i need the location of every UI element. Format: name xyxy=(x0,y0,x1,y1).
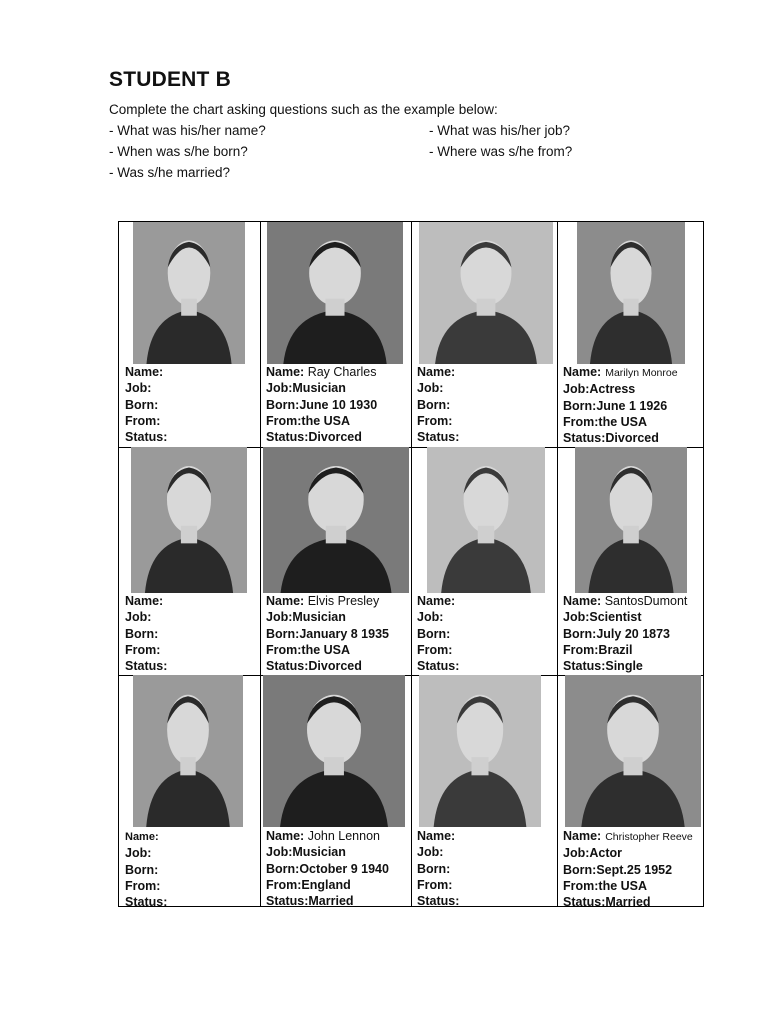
person-info xyxy=(125,364,167,445)
person-info xyxy=(417,593,459,674)
person-job-line xyxy=(125,380,167,396)
question-born: - When was s/he born? xyxy=(109,144,248,159)
person-name-label: Name: xyxy=(125,365,164,379)
person-name-value: Marilyn Monroe xyxy=(605,367,678,379)
person-from-line xyxy=(417,413,459,429)
person-born-line xyxy=(125,626,167,642)
person-job-line xyxy=(417,844,459,860)
question-name: - What was his/her name? xyxy=(109,123,266,138)
person-info xyxy=(125,593,167,674)
person-name-line xyxy=(125,593,167,609)
person-job-line xyxy=(266,380,377,396)
person-card xyxy=(260,675,411,908)
person-info xyxy=(266,593,389,674)
person-status-line xyxy=(417,658,459,674)
person-status-value: Married xyxy=(605,895,651,910)
person-from-label: From: xyxy=(125,413,161,428)
person-status-label: Status: xyxy=(563,895,606,910)
person-born-line xyxy=(266,626,389,642)
person-from-label: From: xyxy=(266,642,302,657)
person-job-label: Job: xyxy=(266,381,293,396)
person-born-line xyxy=(266,397,377,413)
person-name-line xyxy=(563,593,687,609)
person-job-line xyxy=(125,609,167,625)
person-status-label: Status: xyxy=(266,894,309,909)
person-name-line xyxy=(417,364,459,380)
person-name-value: John Lennon xyxy=(307,829,380,843)
person-job-label: Job: xyxy=(563,846,590,861)
person-job-line xyxy=(563,381,678,397)
person-born-line xyxy=(266,861,389,877)
person-born-line xyxy=(563,398,678,414)
person-from-line xyxy=(417,642,459,658)
person-name-value: Elvis Presley xyxy=(307,594,380,608)
person-name-line xyxy=(125,828,167,845)
person-born-line xyxy=(417,861,459,877)
person-job-label: Job: xyxy=(125,846,152,861)
person-card xyxy=(557,675,705,908)
person-name-label: Name: xyxy=(417,365,456,379)
person-job-label: Job: xyxy=(125,610,152,625)
person-card xyxy=(557,222,705,447)
instructions xyxy=(109,99,573,183)
person-from-label: From: xyxy=(563,642,599,657)
person-born-label: Born: xyxy=(563,398,597,413)
person-born-line xyxy=(125,397,167,413)
person-name-line xyxy=(125,364,167,380)
person-born-label: Born: xyxy=(125,862,159,877)
person-born-label: Born: xyxy=(266,861,300,876)
person-job-label: Job: xyxy=(563,382,590,397)
person-from-value: the USA xyxy=(598,878,648,893)
person-status-value: Divorced xyxy=(308,659,362,674)
person-job-line xyxy=(266,609,389,625)
person-name-line xyxy=(266,593,389,609)
person-card xyxy=(411,222,557,447)
person-born-line xyxy=(125,862,167,878)
person-from-value: the USA xyxy=(301,413,351,428)
person-born-value: Sept.25 1952 xyxy=(596,862,673,877)
person-status-line xyxy=(266,658,389,674)
person-name-label: Name: xyxy=(563,829,602,843)
person-job-line xyxy=(417,609,459,625)
person-from-line xyxy=(125,878,167,894)
person-job-label: Job: xyxy=(417,381,444,396)
person-card xyxy=(557,447,705,675)
question-row xyxy=(109,162,498,183)
person-name-label: Name: xyxy=(417,594,456,608)
person-status-label: Status: xyxy=(563,659,606,674)
instructions-intro: Complete the chart asking questions such as the example below: xyxy=(109,102,498,117)
person-job-value: Musician xyxy=(292,610,346,625)
person-born-label: Born: xyxy=(417,626,451,641)
person-born-label: Born: xyxy=(563,626,597,641)
person-status-line xyxy=(125,658,167,674)
woman-curly-hair-portrait-photo xyxy=(577,222,685,364)
person-job-label: Job: xyxy=(266,610,293,625)
person-name-value: Ray Charles xyxy=(307,365,377,379)
person-from-line xyxy=(563,878,693,894)
person-status-label: Status: xyxy=(125,895,168,910)
person-status-label: Status: xyxy=(563,431,606,446)
person-job-label: Job: xyxy=(125,381,152,396)
person-status-line xyxy=(563,894,693,910)
person-job-value: Musician xyxy=(292,381,346,396)
woman-portrait-photo xyxy=(133,222,245,364)
person-card xyxy=(260,222,411,447)
person-born-label: Born: xyxy=(563,862,597,877)
person-from-label: From: xyxy=(417,413,453,428)
person-job-line xyxy=(417,380,459,396)
person-status-line xyxy=(125,894,167,910)
person-from-label: From: xyxy=(125,878,161,893)
person-born-label: Born: xyxy=(125,626,159,641)
person-status-label: Status: xyxy=(417,430,460,445)
man-hat-suit-portrait-photo xyxy=(575,447,687,593)
person-status-label: Status: xyxy=(266,430,309,445)
question-from: - Where was s/he from? xyxy=(429,144,573,159)
question-married: - Was s/he married? xyxy=(109,165,231,180)
person-name-line xyxy=(563,828,693,845)
person-card xyxy=(119,675,260,908)
person-from-label: From: xyxy=(417,877,453,892)
person-from-label: From: xyxy=(266,413,302,428)
person-from-line xyxy=(125,413,167,429)
person-born-value: January 8 1935 xyxy=(299,626,389,641)
person-name-value: Christopher Reeve xyxy=(605,831,693,843)
person-status-value: Divorced xyxy=(605,431,659,446)
person-status-label: Status: xyxy=(417,659,460,674)
person-born-line xyxy=(563,862,693,878)
person-born-label: Born: xyxy=(417,397,451,412)
person-status-label: Status: xyxy=(125,430,168,445)
person-from-value: the USA xyxy=(301,642,351,657)
person-from-value: Brazil xyxy=(598,642,633,657)
person-name-line xyxy=(417,593,459,609)
person-info xyxy=(417,364,459,445)
man-suit-portrait-photo xyxy=(419,675,541,827)
person-status-label: Status: xyxy=(417,894,460,909)
man-pompadour-portrait-photo xyxy=(263,447,409,593)
person-name-label: Name: xyxy=(125,831,159,843)
question-row xyxy=(109,120,571,141)
person-info xyxy=(563,828,693,910)
person-name-label: Name: xyxy=(563,594,602,608)
person-from-line xyxy=(563,414,678,430)
person-name-label: Name: xyxy=(266,365,305,379)
man-dark-hair-portrait-photo xyxy=(565,675,701,827)
person-job-line xyxy=(563,609,687,625)
person-name-label: Name: xyxy=(266,594,305,608)
person-name-label: Name: xyxy=(563,365,602,379)
person-status-value: Divorced xyxy=(308,430,362,445)
page-title: STUDENT B xyxy=(109,68,231,91)
nun-portrait-photo xyxy=(133,675,243,827)
person-job-value: Scientist xyxy=(589,610,642,625)
person-status-value: Married xyxy=(308,894,354,909)
person-from-line xyxy=(266,642,389,658)
person-born-label: Born: xyxy=(266,397,300,412)
pope-portrait-photo xyxy=(131,447,247,593)
person-card xyxy=(119,222,260,447)
person-card xyxy=(119,447,260,675)
person-info xyxy=(125,828,167,910)
person-name-label: Name: xyxy=(266,829,305,843)
person-status-line xyxy=(266,893,389,909)
person-born-line xyxy=(563,626,687,642)
person-status-line xyxy=(125,429,167,445)
person-born-label: Born: xyxy=(266,626,300,641)
question-row xyxy=(109,141,573,162)
man-sunglasses-portrait-photo xyxy=(267,222,403,364)
person-job-line xyxy=(125,845,167,861)
person-info xyxy=(563,593,687,674)
person-job-value: Musician xyxy=(292,845,346,860)
person-status-line xyxy=(417,893,459,909)
person-info xyxy=(266,828,389,909)
person-job-label: Job: xyxy=(266,845,293,860)
person-born-label: Born: xyxy=(125,397,159,412)
person-status-label: Status: xyxy=(125,659,168,674)
person-job-label: Job: xyxy=(417,845,444,860)
racing-driver-portrait-photo xyxy=(419,222,553,364)
person-from-label: From: xyxy=(563,878,599,893)
person-from-line xyxy=(125,642,167,658)
person-born-value: October 9 1940 xyxy=(299,861,389,876)
person-from-label: From: xyxy=(125,642,161,657)
person-born-line xyxy=(417,626,459,642)
person-status-line xyxy=(266,429,377,445)
person-born-value: July 20 1873 xyxy=(596,626,670,641)
person-from-label: From: xyxy=(266,877,302,892)
person-job-value: Actress xyxy=(589,382,636,397)
person-card xyxy=(260,447,411,675)
person-card xyxy=(411,447,557,675)
person-name-label: Name: xyxy=(125,594,164,608)
person-name-line xyxy=(266,364,377,380)
person-job-line xyxy=(563,845,693,861)
person-status-line xyxy=(563,430,678,446)
person-name-label: Name: xyxy=(417,829,456,843)
person-from-line xyxy=(563,642,687,658)
person-born-line xyxy=(417,397,459,413)
person-name-line xyxy=(417,828,459,844)
young-man-portrait-photo xyxy=(427,447,545,593)
person-from-line xyxy=(266,877,389,893)
person-status-value: Single xyxy=(605,659,643,674)
people-chart xyxy=(118,221,704,910)
person-from-label: From: xyxy=(563,414,599,429)
person-name-line xyxy=(563,364,678,381)
person-job-label: Job: xyxy=(563,610,590,625)
person-from-line xyxy=(417,877,459,893)
person-from-label: From: xyxy=(417,642,453,657)
person-from-value: England xyxy=(301,877,351,892)
person-status-label: Status: xyxy=(266,659,309,674)
man-round-glasses-portrait-photo xyxy=(263,675,405,827)
person-born-value: June 1 1926 xyxy=(596,398,668,413)
person-info xyxy=(563,364,678,446)
person-from-line xyxy=(266,413,377,429)
person-status-line xyxy=(563,658,687,674)
person-born-value: June 10 1930 xyxy=(299,397,378,412)
person-job-line xyxy=(266,844,389,860)
person-name-value: SantosDumont xyxy=(604,594,688,608)
person-card xyxy=(411,675,557,908)
person-job-value: Actor xyxy=(589,846,623,861)
person-job-label: Job: xyxy=(417,610,444,625)
person-from-value: the USA xyxy=(598,414,648,429)
person-status-line xyxy=(417,429,459,445)
question-job: - What was his/her job? xyxy=(429,123,571,138)
person-info xyxy=(417,828,459,909)
person-born-label: Born: xyxy=(417,861,451,876)
person-name-line xyxy=(266,828,389,844)
person-info xyxy=(266,364,377,445)
